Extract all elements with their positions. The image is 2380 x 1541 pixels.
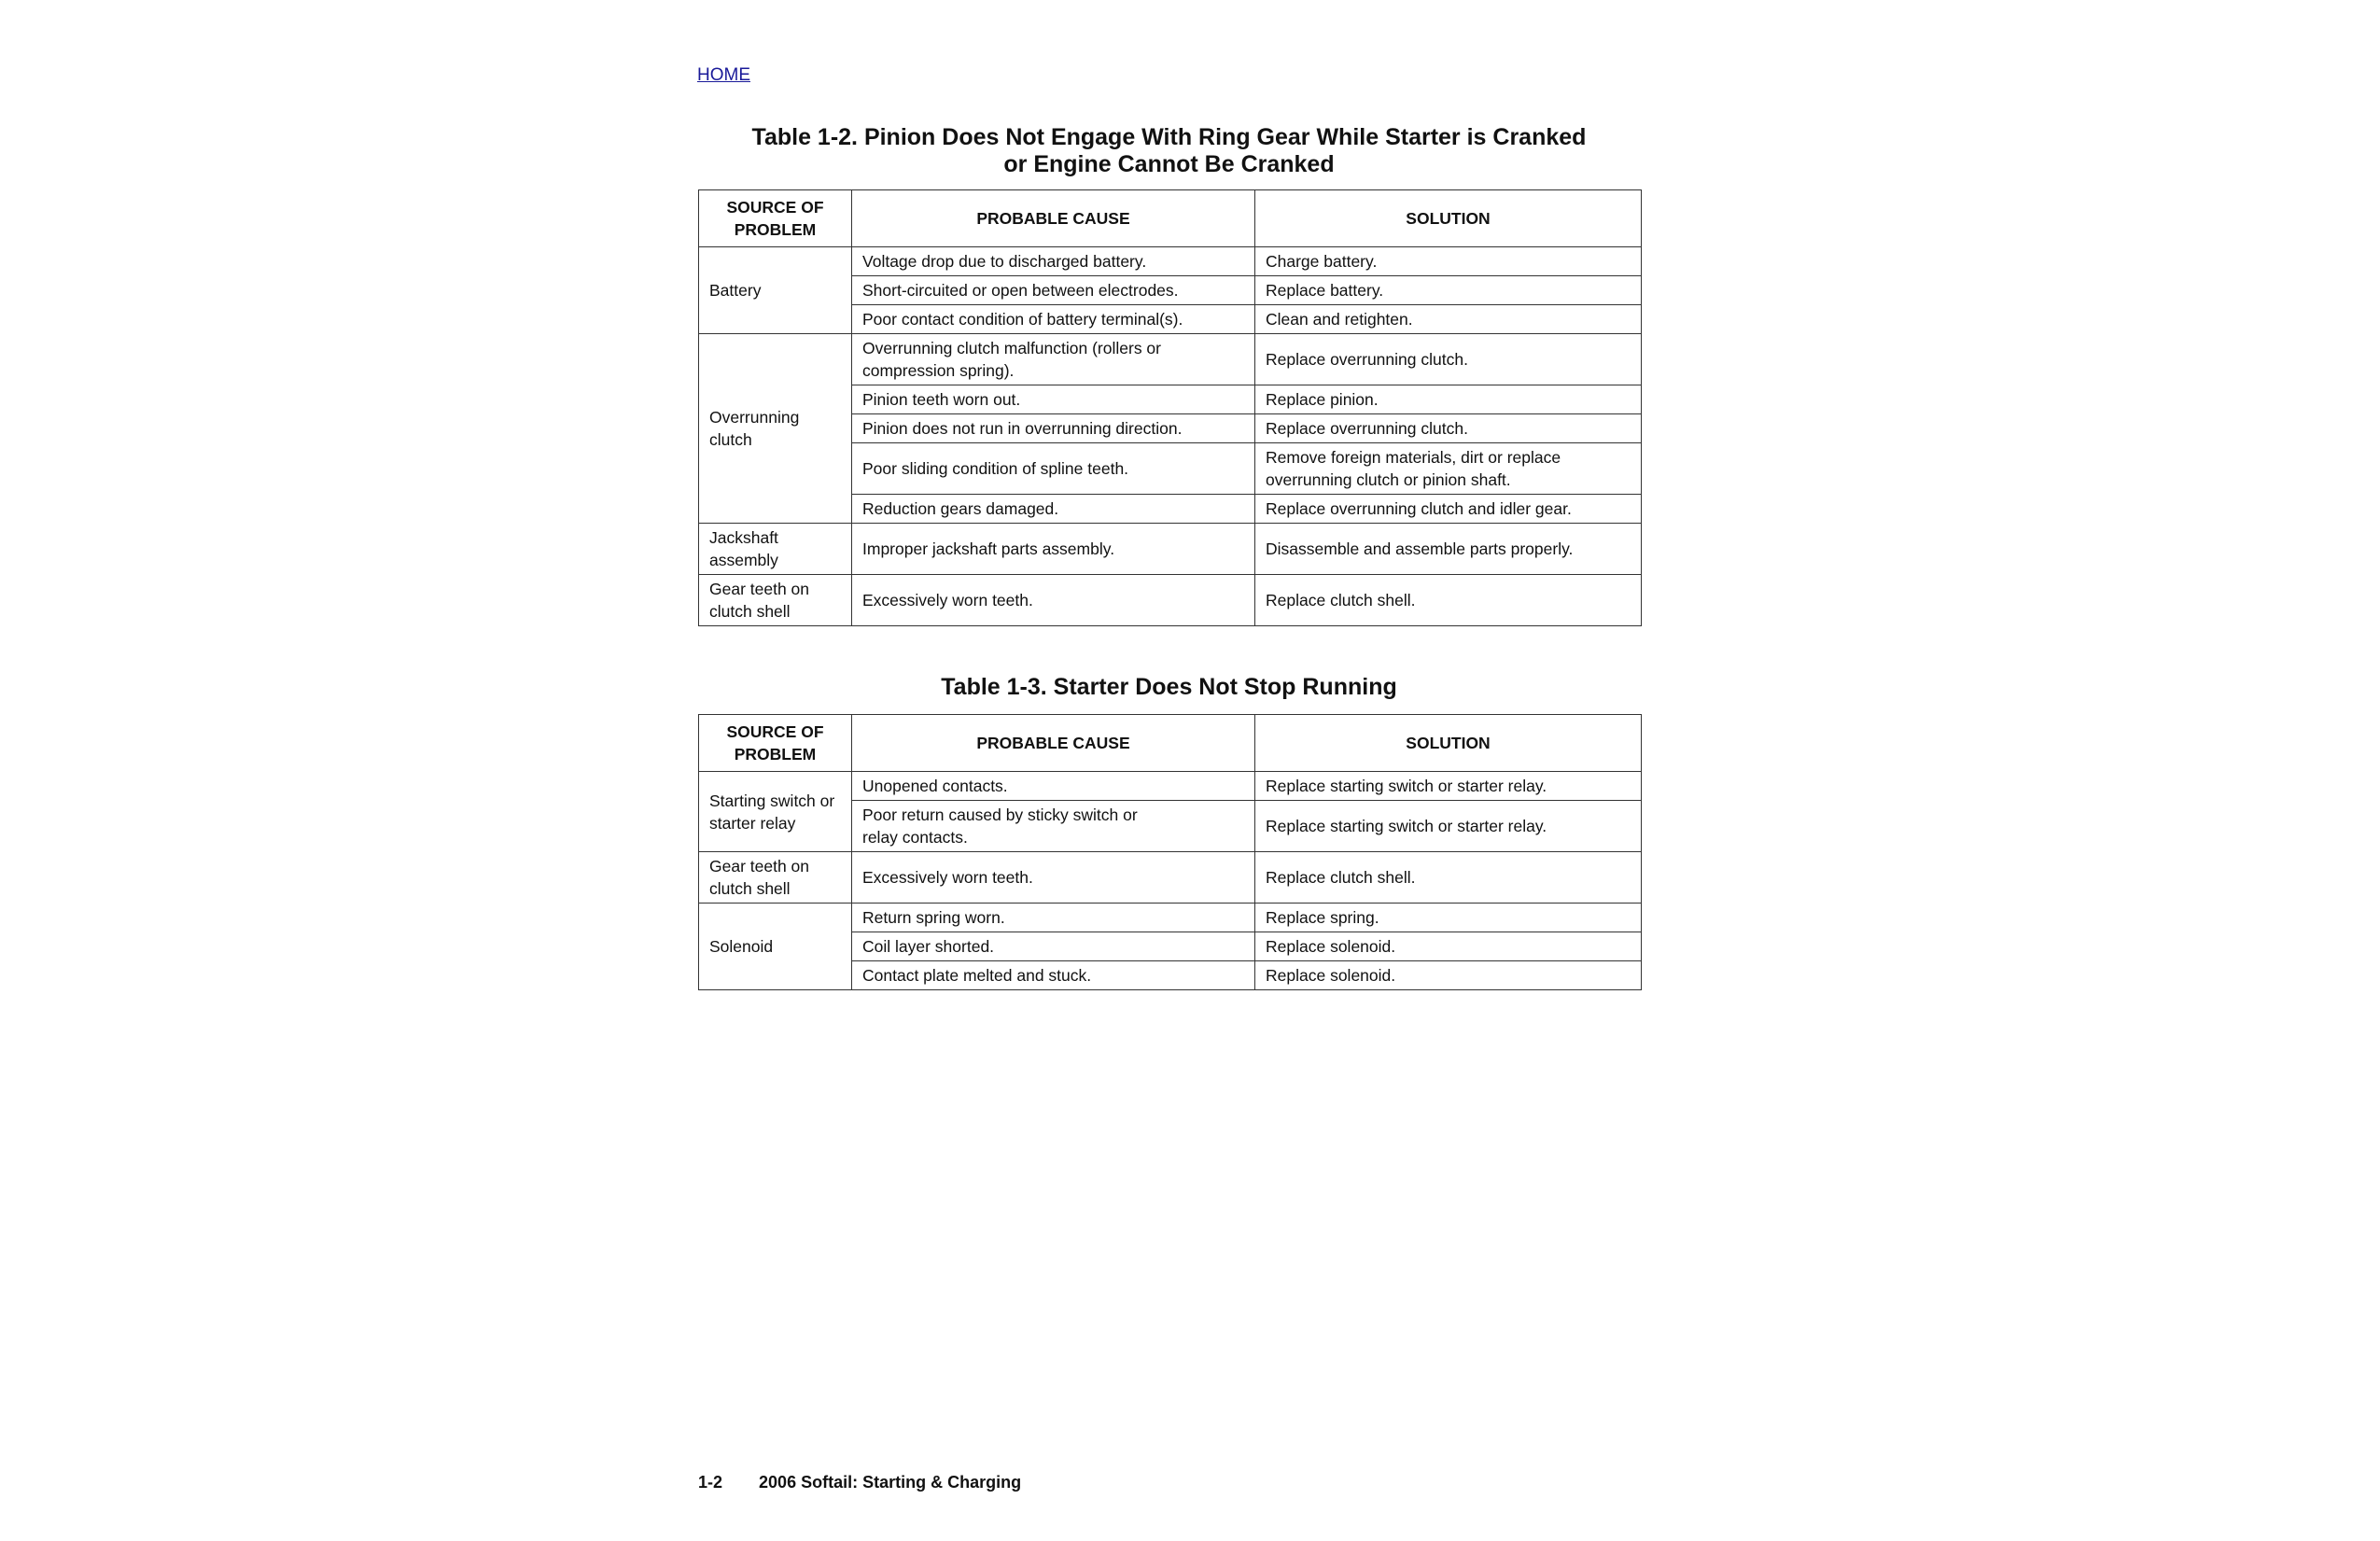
cause-cell: Pinion does not run in overrunning direction. (852, 414, 1255, 443)
solution-cell: Replace solenoid. (1255, 961, 1642, 990)
solution-cell: Replace clutch shell. (1255, 575, 1642, 626)
solution-cell: Replace starting switch or starter relay. (1255, 772, 1642, 801)
cause-cell: Excessively worn teeth. (852, 852, 1255, 904)
cause-cell: Overrunning clutch malfunction (rollers or compression spring). (852, 334, 1255, 385)
solution-cell: Replace solenoid. (1255, 932, 1642, 961)
cause-cell: Coil layer shorted. (852, 932, 1255, 961)
header-cause: PROBABLE CAUSE (852, 715, 1255, 772)
table-row (699, 852, 1642, 904)
source-cell: Gear teeth on clutch shell (699, 852, 852, 904)
cause-cell: Return spring worn. (852, 904, 1255, 932)
table-row (699, 247, 1642, 276)
cause-cell: Excessively worn teeth. (852, 575, 1255, 626)
table-row (699, 575, 1642, 626)
solution-cell: Replace clutch shell. (1255, 852, 1642, 904)
solution-cell: Clean and retighten. (1255, 305, 1642, 334)
source-cell: Gear teeth on clutch shell (699, 575, 852, 626)
table-1-title (697, 124, 1641, 178)
table-header-row (699, 715, 1642, 772)
home-link[interactable]: HOME (697, 65, 750, 85)
header-source: SOURCE OF PROBLEM (699, 190, 852, 247)
table-row (699, 772, 1642, 801)
table-row (699, 334, 1642, 385)
solution-cell: Replace overrunning clutch and idler gear. (1255, 495, 1642, 524)
table-row (699, 524, 1642, 575)
header-solution: SOLUTION (1255, 190, 1642, 247)
solution-cell: Replace pinion. (1255, 385, 1642, 414)
cause-cell: Poor contact condition of battery terminal(s). (852, 305, 1255, 334)
document-page (697, 0, 1641, 1541)
page-number: 1-2 (698, 1473, 723, 1492)
cause-cell: Voltage drop due to discharged battery. (852, 247, 1255, 276)
footer-title: 2006 Softail: Starting & Charging (759, 1473, 1022, 1492)
troubleshooting-table-2 (698, 714, 1642, 990)
cause-cell: Pinion teeth worn out. (852, 385, 1255, 414)
solution-cell: Replace starting switch or starter relay. (1255, 801, 1642, 852)
source-cell: Battery (699, 247, 852, 334)
solution-cell: Disassemble and assemble parts properly. (1255, 524, 1642, 575)
solution-cell: Replace spring. (1255, 904, 1642, 932)
table-row (699, 904, 1642, 932)
source-cell: Solenoid (699, 904, 852, 990)
solution-cell: Replace overrunning clutch. (1255, 414, 1642, 443)
table-header-row (699, 190, 1642, 247)
cause-cell: Unopened contacts. (852, 772, 1255, 801)
troubleshooting-table-1 (698, 189, 1642, 626)
solution-cell: Charge battery. (1255, 247, 1642, 276)
cause-cell: Improper jackshaft parts assembly. (852, 524, 1255, 575)
cause-cell: Short-circuited or open between electrodes. (852, 276, 1255, 305)
source-cell: Overrunning clutch (699, 334, 852, 524)
cause-cell: Contact plate melted and stuck. (852, 961, 1255, 990)
header-cause: PROBABLE CAUSE (852, 190, 1255, 247)
cause-cell: Poor sliding condition of spline teeth. (852, 443, 1255, 495)
header-solution: SOLUTION (1255, 715, 1642, 772)
source-cell: Starting switch or starter relay (699, 772, 852, 852)
table-1-title-line-1: Table 1-2. Pinion Does Not Engage With Ring Gear While Starter is Cranked (751, 124, 1587, 150)
source-cell: Jackshaft assembly (699, 524, 852, 575)
solution-cell: Replace overrunning clutch. (1255, 334, 1642, 385)
solution-cell: Replace battery. (1255, 276, 1642, 305)
cause-cell: Poor return caused by sticky switch or relay contacts. (852, 801, 1255, 852)
cause-cell: Reduction gears damaged. (852, 495, 1255, 524)
header-source: SOURCE OF PROBLEM (699, 715, 852, 772)
solution-cell: Remove foreign materials, dirt or replace overrunning clutch or pinion shaft. (1255, 443, 1642, 495)
page-footer (698, 1473, 1021, 1492)
table-2-title: Table 1-3. Starter Does Not Stop Running (941, 674, 1397, 700)
table-1-title-line-2: or Engine Cannot Be Cranked (1003, 151, 1335, 177)
